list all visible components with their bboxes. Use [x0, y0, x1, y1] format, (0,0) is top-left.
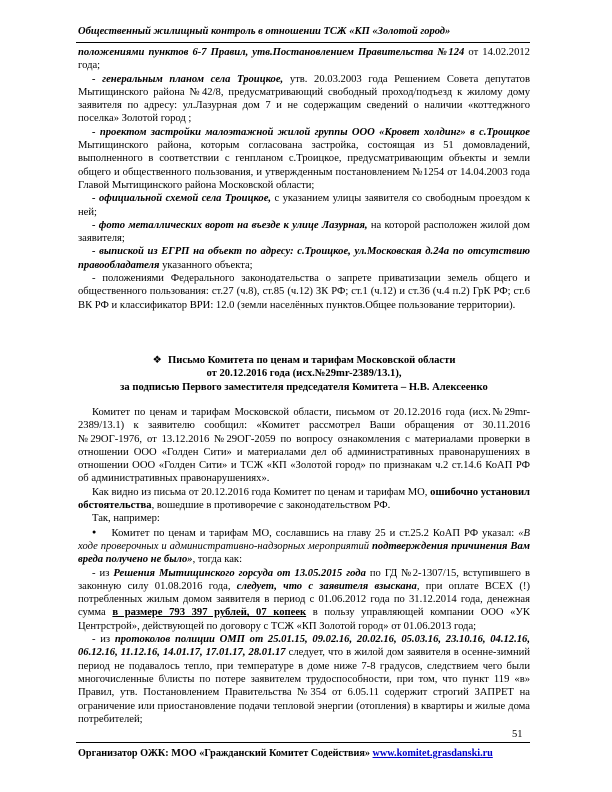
- quote-start: «В ходе проверочных и административно-надзорных мероприятий: [78, 527, 530, 552]
- top-evidence-list: [78, 46, 530, 312]
- paragraph-legislation: - положениями Федерального законодательства о запрете приватизации земель общего и общественного пользования: ст.27 (ч.8), ст.85 (ч.12) ЗК РФ; ст.1 (ч.12) и ст.36 (ч.4 п.2) ГрК РФ; ст.6 ВК РФ и классификатор ВРИ: 12.0 (земли населённых пунктов.Общее пользование территории).: [78, 273, 530, 311]
- project-text: Мытищинского района, которым согласована застройка, состоящая из 51 домовладений, выполненного в соответствии с генпланом с.Троицкое, предусматривающим объекты и земли общего и общественного пользования, и утвержденным постановлением №1254 от 14.04.2003 года Главой Мытищинского района Московской области;: [78, 140, 530, 191]
- quote-emphasis: подтверждения причинения Вам вреда получено не было»: [78, 540, 530, 566]
- paragraph-rules: [78, 46, 530, 73]
- paragraph-example-intro: Так, например:: [92, 513, 160, 525]
- section-heading-line-2: от 20.12.2016 года (исх.№29mr-2389/13.1),: [206, 368, 402, 380]
- paragraph-error: Как видно из письма от 20.12.2016 года Комитет по ценам и тарифам МО, ошибочно установил обстоятельства, вошедшие в противоречие с законодательством РФ.: [78, 486, 530, 512]
- paragraph-police-protocols: - из протоколов полиции ОМП от 25.01.15, 09.02.16, 20.02.16, 05.03.16, 23.10.16, 04.12.16, 06.12.16, 11.12.16, 14.01.17, 17.01.17, 28.01.17 следует, что в жилой дом заявителя в осенне-зимний период не подавалось тепло, при температуре в доме ниже 7-8 градусов, следствием чего были многочисленные б\листы по потере заявителем трудоспособности, при том, что пункт 119 «в» Правил, утв. Постановлением Правительства №354 от 6.05.11 содержит строгий ЗАПРЕТ на ограничение или приостановление подачи тепловой энергии (отопления) в квартиры и жилые дома потребителей;: [78, 634, 530, 725]
- paragraph-photo: [78, 219, 530, 246]
- paragraph-bullet-claim: ● Комитет по ценам и тарифам МО, сославшись на главу 25 и ст.25.2 КоАП РФ указал: «В ходе проверочных и административно-надзорных мероприятий подтверждения причинения Вам вреда получено не было», тогда как:: [78, 527, 530, 566]
- paragraph-court-decision: - из Решения Мытищинского горсуда от 13.05.2015 года по ГД №2-1307/15, вступившего в законную силу 01.08.2016 года, следует, что с заявителя взыскана, при оплате ВСЕХ (!) потребленных жилым домом заявителя в период с 01.06.2012 года по 31.12.2014 года, денежная сумма в размере 793 397 рублей, 07 копеек в пользу управляющей компании ООО «УК Центрстрой», действующей по договору с ТСЖ «КП Золотой город» от 01.06.2013 года;: [78, 567, 530, 632]
- photo-text: на которой расположен жилой дом заявителя;: [78, 219, 530, 245]
- general-plan-heading: - генеральным планом села Троицкое,: [92, 73, 284, 85]
- diamond-bullet-icon: ❖: [152, 355, 163, 366]
- page-number: 51: [512, 729, 523, 740]
- header-divider: [76, 42, 530, 43]
- project-heading: - проектом застройки малоэтажной жилой группы ООО «Кровет холдинг» в с.Троицкое: [92, 126, 530, 138]
- letter-analysis: [78, 406, 530, 726]
- paragraph-extract: [78, 245, 530, 272]
- section-heading-line-1: ❖ Письмо Комитета по ценам и тарифам Московской области: [152, 355, 456, 366]
- section-heading-line-3: за подписью Первого заместителя председателя Комитета – Н.В. Алексеенко: [120, 381, 488, 393]
- court-finding: следует, что с заявителя взыскана: [236, 580, 417, 592]
- footer-divider: [76, 742, 530, 743]
- paragraph-general-plan: [78, 73, 530, 126]
- paragraph-scheme: [78, 192, 530, 219]
- rules-ref: положениями пунктов 6-7 Правил, утв.Постановлением Правительства №124: [78, 47, 465, 58]
- section-heading: [78, 354, 530, 394]
- paragraph-letter-summary: Комитет по ценам и тарифам Московской области, письмом от 20.12.2016 года (исх.№29mr-2389/13.1) к заявителю сообщил: «Комитет рассмотрел Ваши обращения от 30.11.2016 №29ОГ-1976, от 13.12.2016 №29ОГ-2059 по вопросу ознакомления с материалами проверки в отношении ООО «Голден Сити» и материалами дел об административных правонарушениях в отношении ООО «Голден Сити» и ТСЖ «КП «Золотой город» по признакам ч.2 ст.14.6 КоАП РФ об административных правонарушениях».: [78, 407, 530, 485]
- error-emphasis: ошибочно установил обстоятельства: [78, 486, 530, 512]
- website-link[interactable]: www.komitet.grasdanski.ru: [372, 748, 493, 759]
- photo-heading: - фото металлических ворот на въезде к улице Лазурная,: [92, 219, 368, 231]
- bullet-icon: ●: [92, 527, 98, 536]
- footer: [78, 748, 493, 759]
- extract-heading: - выпиской из ЕГРП на объект по адресу: с.Троицкое, ул.Московская д.24а по отсутствию правообладателя: [78, 246, 530, 271]
- organizer-text: Организатор ОЖК: МОО «Гражданский Комитет Содействия»: [78, 748, 370, 759]
- scheme-text: с указанием улицы заявителя со свободным проездом к ней;: [78, 193, 531, 218]
- running-header: Общественный жилищный контроль в отношении ТСЖ «КП «Золотой город»: [78, 26, 451, 37]
- protocols-ref: протоколов полиции ОМП от 25.01.15, 09.02.16, 20.02.16, 05.03.16, 23.10.16, 04.12.16, 06.12.16, 11.12.16, 14.01.17, 17.01.17, 28.01.17: [78, 634, 530, 659]
- court-decision-ref: Решения Мытищинского горсуда от 13.05.2015 года: [113, 567, 366, 579]
- amount-emphasis: в размере 793 397 рублей, 07 копеек: [112, 607, 307, 619]
- scheme-heading: - официальной схемой села Троицкое,: [92, 193, 272, 205]
- paragraph-project: [78, 126, 530, 192]
- general-plan-text: утв. 20.03.2003 года Решением Совета депутатов Мытищинского района №42/8, предусматривающий свободный проход/подъезд к жилому дому заявителя по адресу: ул.Лазурная дом 7 и не содержащим сведений о наличии «коттеджного поселка» Золотой город ;: [78, 73, 530, 125]
- rules-date: от 14.02.2012 года;: [78, 47, 530, 72]
- extract-text: указанного объекта;: [159, 259, 253, 271]
